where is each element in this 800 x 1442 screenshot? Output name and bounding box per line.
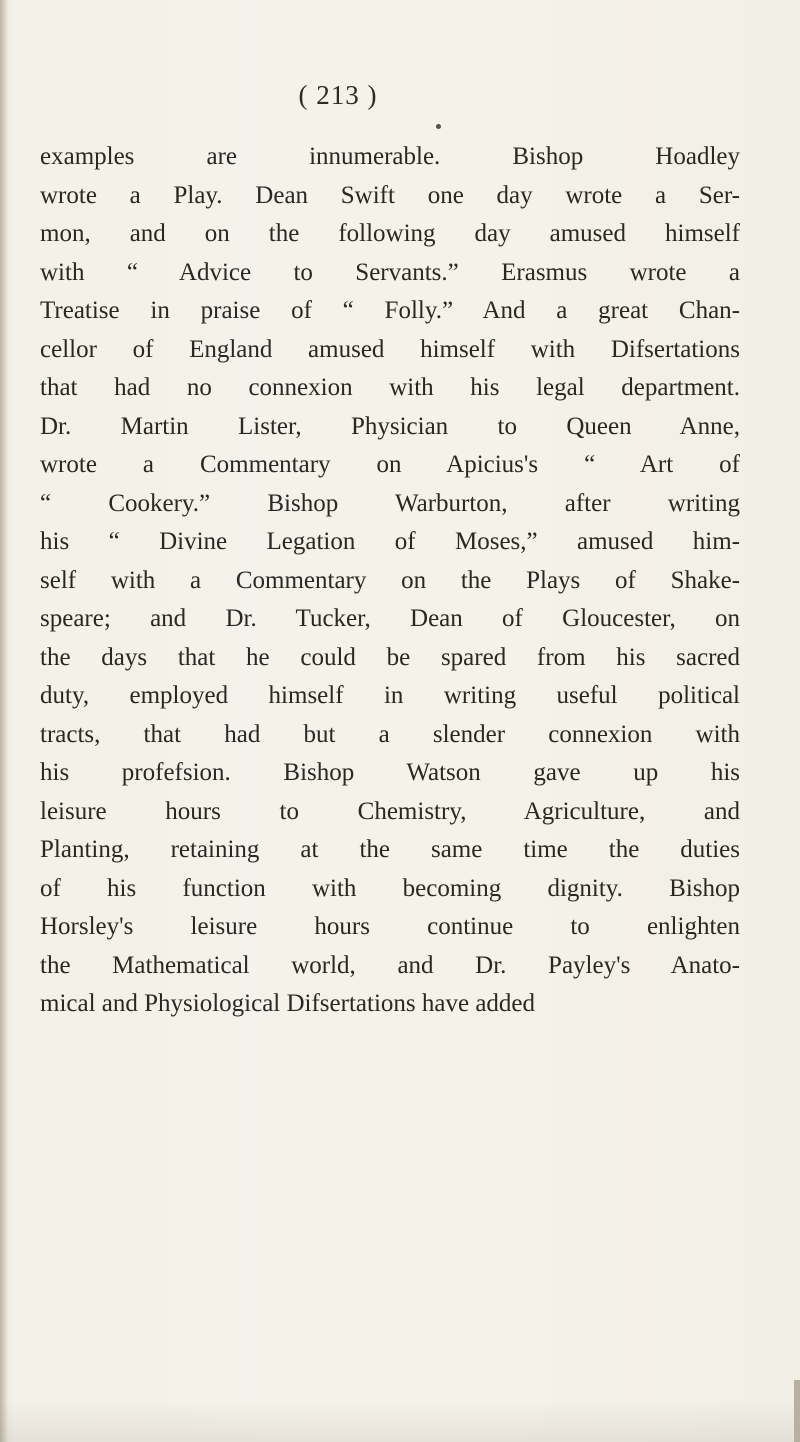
text-line: that had no connexion with his legal department.: [40, 374, 740, 401]
text-line: cellor of England amused himself with Difsertations: [40, 335, 740, 363]
text-line: Horsley's leisure hours continue to enlighten: [40, 913, 740, 940]
text-line: speare; and Dr. Tucker, Dean of Gloucester, on: [40, 605, 740, 632]
text-line: leisure hours to Chemistry, Agriculture, and: [40, 797, 740, 825]
page-number: ( 213 ): [298, 80, 378, 110]
body-text: [40, 138, 740, 1024]
text-line: the Mathematical world, and Dr. Payley's Anato-: [40, 951, 740, 979]
text-line: his “ Divine Legation of Moses,” amused him-: [40, 528, 740, 555]
ink-speck: [436, 124, 441, 129]
text-line: with “ Advice to Servants.” Erasmus wrote a: [40, 258, 740, 286]
text-line: the days that he could be spared from his sacred: [40, 643, 740, 671]
page-corner-edge: [794, 1380, 800, 1442]
text-line: his profefsion. Bishop Watson gave up his: [40, 759, 740, 786]
text-line: wrote a Commentary on Apicius's “ Art of: [40, 451, 740, 478]
page-bottom-shadow: [0, 1400, 800, 1442]
page-binding-edge: [0, 0, 8, 1442]
text-line: Planting, retaining at the same time the duties: [40, 836, 740, 863]
text-line: wrote a Play. Dean Swift one day wrote a Ser-: [40, 181, 740, 209]
text-line: Dr. Martin Lister, Physician to Queen Anne,: [40, 412, 740, 440]
text-line: self with a Commentary on the Plays of Shake-: [40, 566, 740, 594]
text-line: Treatise in praise of “ Folly.” And a great Chan-: [40, 297, 740, 324]
text-line: “ Cookery.” Bishop Warburton, after writing: [40, 489, 740, 517]
text-line: tracts, that had but a slender connexion with: [40, 720, 740, 748]
text-line: of his function with becoming dignity. Bishop: [40, 874, 740, 902]
text-line: mon, and on the following day amused himself: [40, 220, 740, 247]
text-line: examples are innumerable. Bishop Hoadley: [40, 143, 740, 170]
text-line: duty, employed himself in writing useful political: [40, 682, 740, 709]
text-line: mical and Physiological Difsertations have added: [40, 990, 536, 1017]
